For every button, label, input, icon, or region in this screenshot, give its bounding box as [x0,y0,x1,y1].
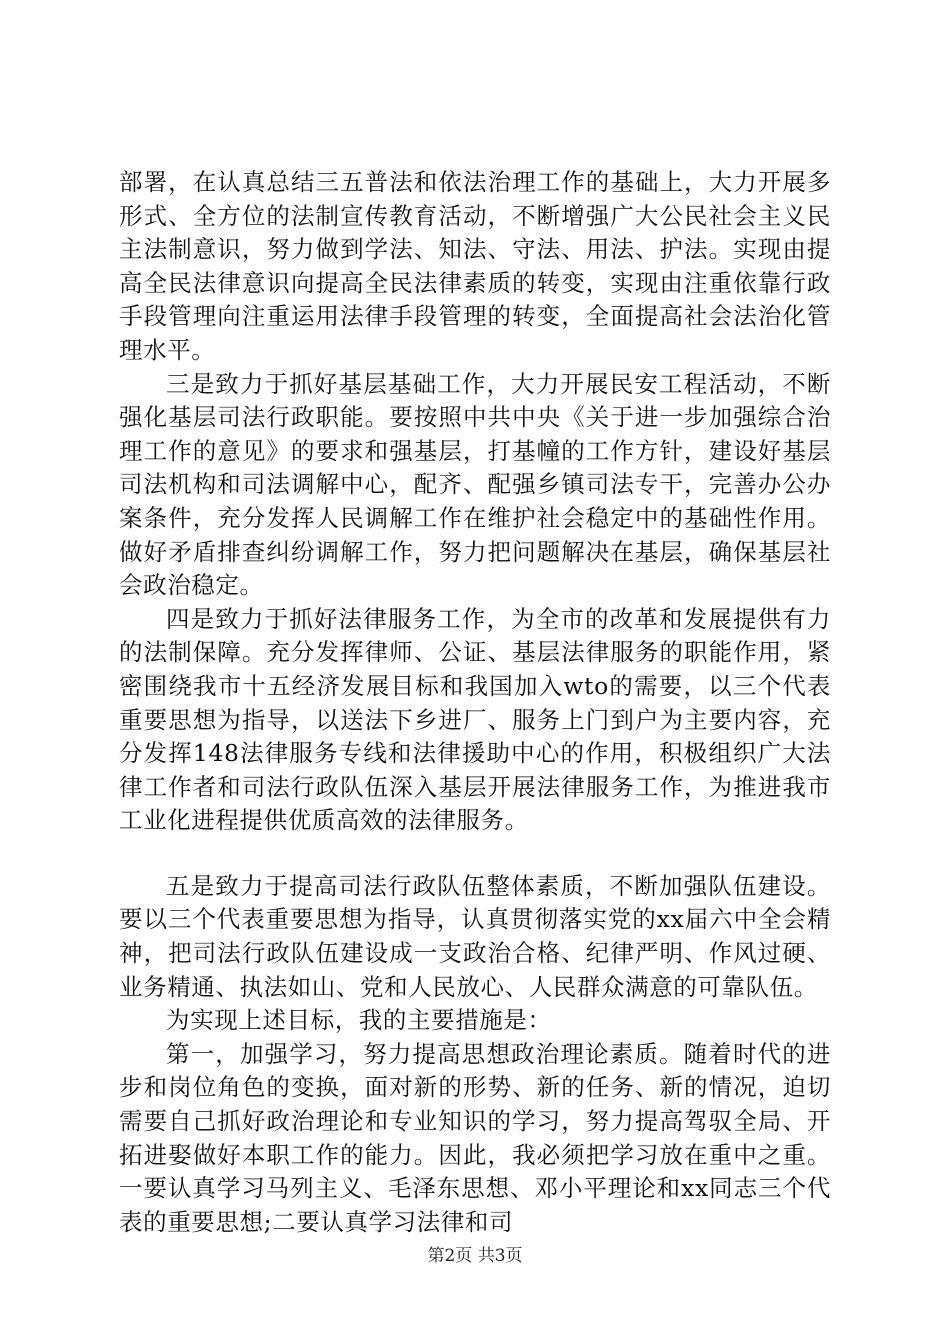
paragraph-6: 第一，加强学习，努力提高思想政治理论素质。随着时代的进步和岗位角色的变换，面对新的形势、新的任务、新的情况，迫切需要自己抓好政治理论和专业知识的学习，努力提高驾驭全局、开拓进娶做好本职工作的能力。因此，我必须把学习放在重中之重。一要认真学习马列主义、毛泽东思想、邓小平理论和xx同志三个代表的重要思想;二要认真学习法律和司 [119,1039,831,1236]
paragraph-1: 部署，在认真总结三五普法和依法治理工作的基础上，大力开展多形式、全方位的法制宣传教育活动，不断增强广大公民社会主义民主法制意识，努力做到学法、知法、守法、用法、护法。实现由提高全民法律意识向提高全民法律素质的转变，实现由注重依靠行政手段管理向注重运用法律手段管理的转变，全面提高社会法治化管理水平。 [119,168,831,364]
paragraph-4: 五是致力于提高司法行政队伍整体素质，不断加强队伍建设。要以三个代表重要思想为指导，认真贯彻落实党的xx届六中全会精神，把司法行政队伍建设成一支政治合格、纪律严明、作风过硬、业务精通、执法如山、党和人民放心、人民群众满意的可靠队伍。 [119,871,831,1001]
paragraph-3: 四是致力于抓好法律服务工作，为全市的改革和发展提供有力的法制保障。充分发挥律师、公证、基层法律服务的职能作用，紧密围绕我市十五经济发展目标和我国加入wto的需要，以三个代表重要思想为指导，以送法下乡进厂、服务上门到户为主要内容，充分发挥148法律服务专线和法律援助中心的作用，积极组织广大法律工作者和司法行政队伍深入基层开展法律服务工作，为推进我市工业化进程提供优质高效的法律服务。 [119,604,831,835]
page-number-footer: 第2页 共3页 [427,1246,523,1266]
document-body [119,166,831,1239]
paragraph-2: 三是致力于抓好基层基础工作，大力开展民安工程活动，不断强化基层司法行政职能。要按照中共中央《关于进一步加强综合治理工作的意见》的要求和强基层，打基幢的工作方针，建设好基层司法机构和司法调解中心，配齐、配强乡镇司法专干，完善办公办案条件，充分发挥人民调解工作在维护社会稳定中的基础性作用。做好矛盾排查纠纷调解工作，努力把问题解决在基层，确保基层社会政治稳定。 [119,369,831,600]
paragraph-5: 为实现上述目标，我的主要措施是： [166,1006,552,1035]
